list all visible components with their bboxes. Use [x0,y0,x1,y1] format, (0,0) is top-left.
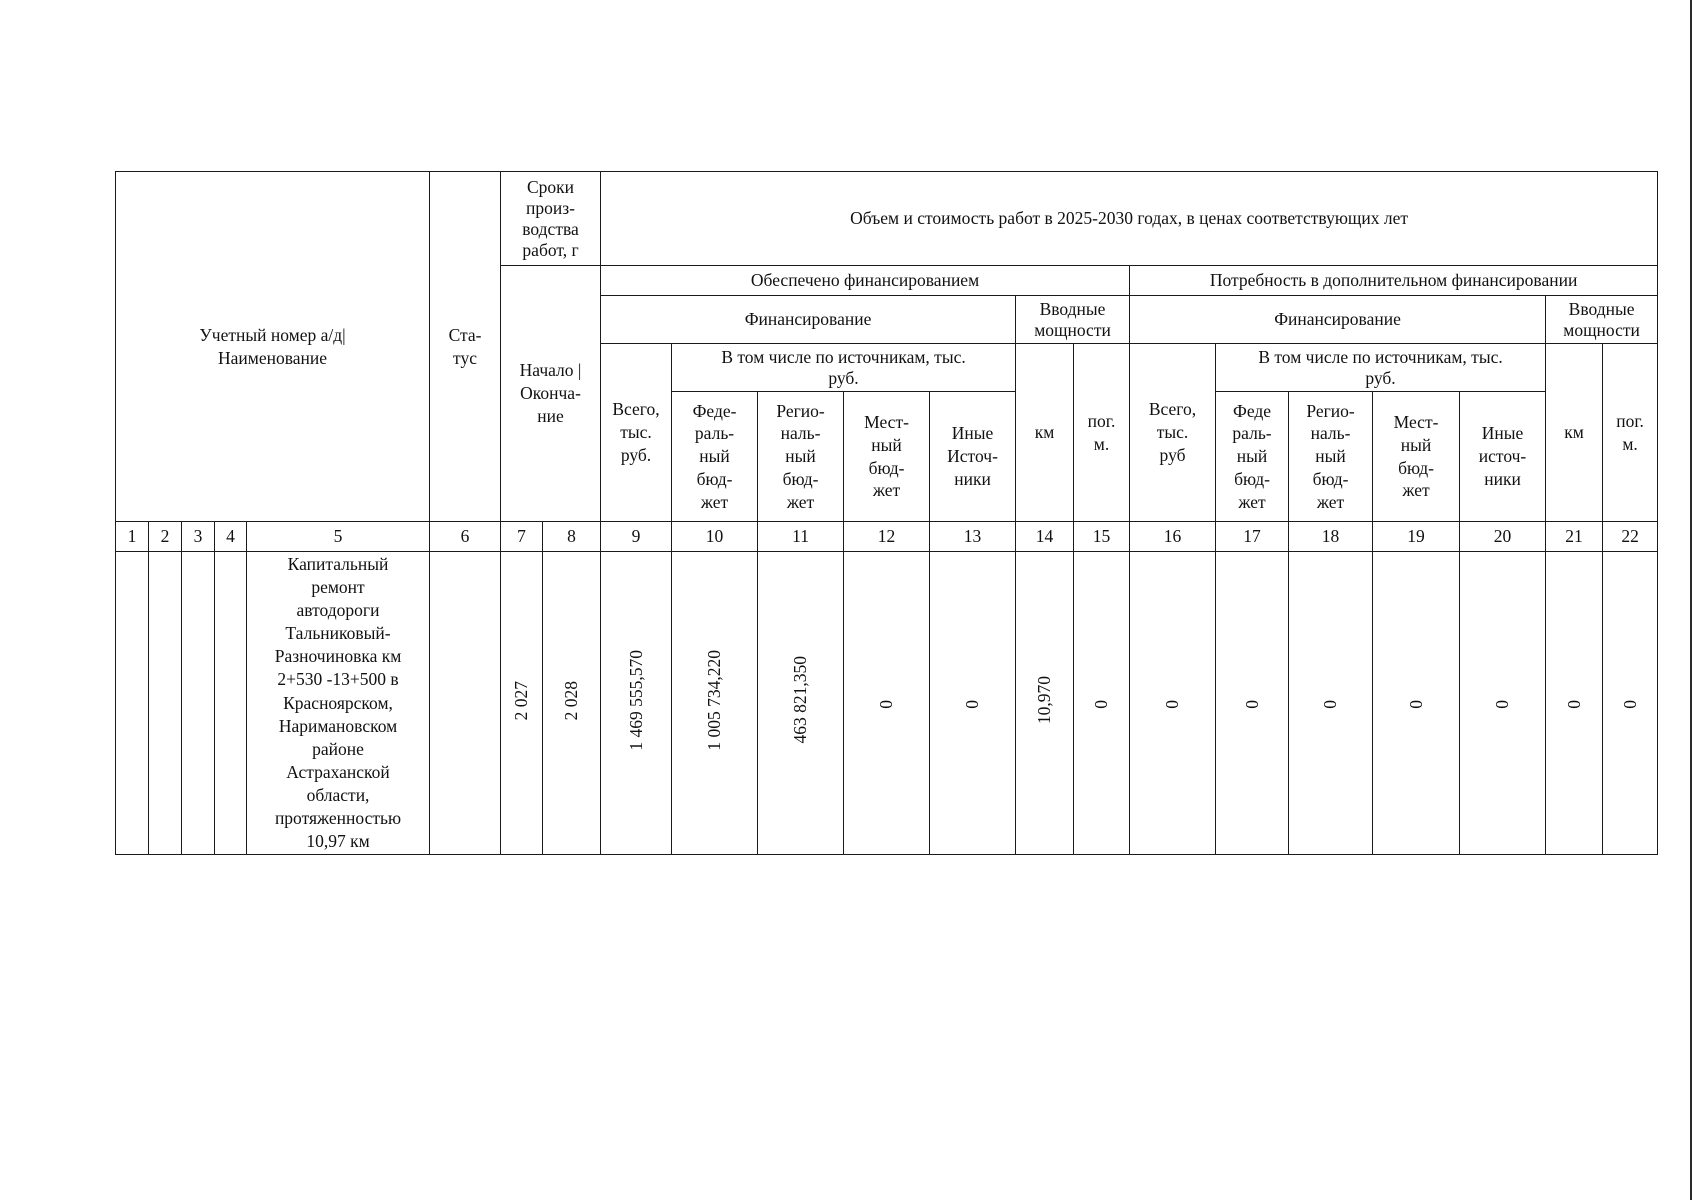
column-number: 8 [543,522,601,552]
column-number: 16 [1130,522,1216,552]
column-number: 10 [672,522,758,552]
column-number: 18 [1289,522,1373,552]
header-secured-total: Всего, тыс. руб. [601,344,672,522]
header-status: Ста- тус [430,172,501,522]
header-federal: Феде- раль- ный бюд- жет [672,392,758,522]
cell-need-running-m: 0 [1603,552,1658,855]
column-number: 17 [1216,522,1289,552]
header-local: Мест- ный бюд- жет [844,392,930,522]
cell-federal: 1 005 734,220 [672,552,758,855]
column-number: 11 [758,522,844,552]
header-federal-need: Феде раль- ный бюд- жет [1216,392,1289,522]
cell-col-1 [116,552,149,855]
header-regional-need: Регио- наль- ный бюд- жет [1289,392,1373,522]
column-number: 14 [1016,522,1074,552]
header-input-capacity-need: Вводные мощности [1546,296,1658,344]
cell-col-3 [182,552,215,855]
cell-running-m: 0 [1074,552,1130,855]
column-number: 1 [116,522,149,552]
header-input-capacity-secured: Вводные мощности [1016,296,1130,344]
cell-col-2 [149,552,182,855]
column-number: 20 [1460,522,1546,552]
cell-km: 10,970 [1016,552,1074,855]
cell-need-regional: 0 [1289,552,1373,855]
header-start-end: Начало | Оконча- ние [501,266,601,522]
cell-total: 1 469 555,570 [601,552,672,855]
cell-need-other: 0 [1460,552,1546,855]
header-by-sources-need: В том числе по источникам, тыс. руб. [1216,344,1546,392]
column-number: 15 [1074,522,1130,552]
column-number: 21 [1546,522,1603,552]
header-km-secured: км [1016,344,1074,522]
header-deadlines: Сроки произ- водства работ, г [501,172,601,266]
column-number: 3 [182,522,215,552]
column-number: 2 [149,522,182,552]
header-other-need: Иные источ- ники [1460,392,1546,522]
cell-local: 0 [844,552,930,855]
header-running-m-secured: пог. м. [1074,344,1130,522]
header-running-m-need: пог. м. [1603,344,1658,522]
header-km-need: км [1546,344,1603,522]
column-number: 7 [501,522,543,552]
cell-regional: 463 821,350 [758,552,844,855]
header-secured: Обеспечено финансированием [601,266,1130,296]
cell-start-year: 2 027 [501,552,543,855]
cell-need-local: 0 [1373,552,1460,855]
header-by-sources-secured: В том числе по источникам, тыс. руб. [672,344,1016,392]
header-financing-need: Финансирование [1130,296,1546,344]
column-number: 4 [215,522,247,552]
column-number: 5 [247,522,430,552]
header-need-total: Всего, тыс. руб [1130,344,1216,522]
cell-other: 0 [930,552,1016,855]
table-row [116,552,1658,855]
header-volume-cost: Объем и стоимость работ в 2025-2030 годах, в ценах соответствующих лет [601,172,1658,266]
cell-status [430,552,501,855]
works-table [115,171,1658,855]
column-number: 6 [430,522,501,552]
column-number: 19 [1373,522,1460,552]
column-number: 12 [844,522,930,552]
cell-need-km: 0 [1546,552,1603,855]
header-additional-need: Потребность в дополнительном финансировании [1130,266,1658,296]
column-number: 13 [930,522,1016,552]
cell-object-name: Капитальный ремонт автодороги Тальниковый- Разночиновка км 2+530 -13+500 в Красноярском, Наримановском районе Астраханской области, протяженностью 10,97 км [247,552,430,855]
cell-need-federal: 0 [1216,552,1289,855]
header-local-need: Мест- ный бюд- жет [1373,392,1460,522]
cell-end-year: 2 028 [543,552,601,855]
column-number: 9 [601,522,672,552]
page-edge [1690,0,1692,1200]
column-number: 22 [1603,522,1658,552]
cell-need-total: 0 [1130,552,1216,855]
header-financing-secured: Финансирование [601,296,1016,344]
header-account-name: Учетный номер а/д| Наименование [116,172,430,522]
column-numbers-row [116,522,1658,552]
header-other-secured: Иные Источ- ники [930,392,1016,522]
header-regional: Регио- наль- ный бюд- жет [758,392,844,522]
cell-col-4 [215,552,247,855]
